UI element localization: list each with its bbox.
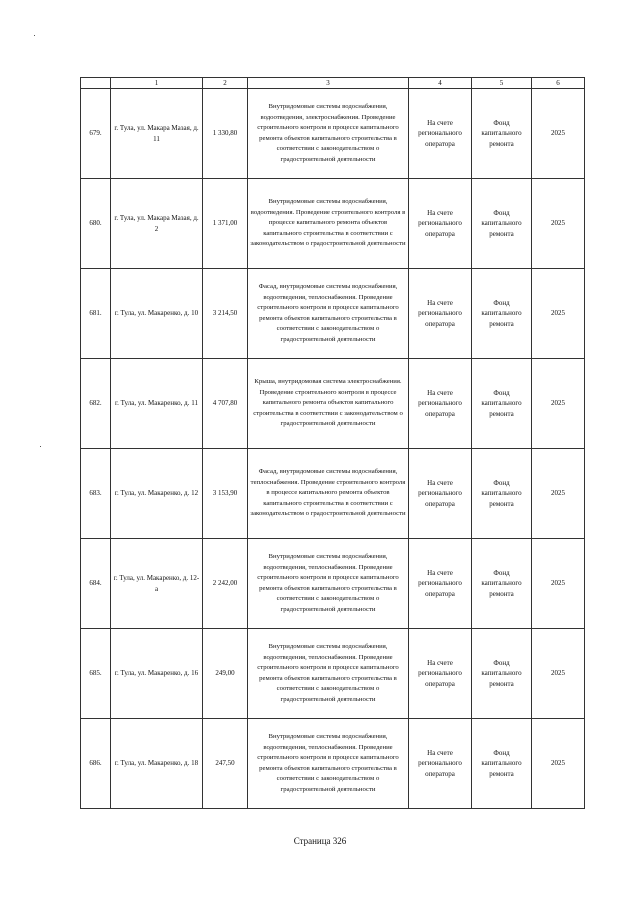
year-cell: 2025 xyxy=(532,89,585,179)
cost-cell: 1 371,00 xyxy=(203,179,248,269)
row-number: 681. xyxy=(81,269,111,359)
address-cell: г. Тула, ул. Макаренко, д. 18 xyxy=(111,719,203,809)
operator-cell: На счете регионального оператора xyxy=(409,89,472,179)
row-number: 683. xyxy=(81,449,111,539)
operator-cell: На счете регионального оператора xyxy=(409,269,472,359)
row-number: 682. xyxy=(81,359,111,449)
row-number: 679. xyxy=(81,89,111,179)
table-row xyxy=(81,629,585,719)
operator-cell: На счете регионального оператора xyxy=(409,629,472,719)
table-row xyxy=(81,89,585,179)
year-cell: 2025 xyxy=(532,179,585,269)
works-cell: Крыша, внутридомовая система электроснабжения. Проведение строительного контроля в процессе капитального ремонта объектов капитального строительства в соответствии с законодательством о градостроительной деятельности xyxy=(248,359,409,449)
fund-cell: Фонд капитального ремонта xyxy=(472,719,532,809)
page-number: Страница 326 xyxy=(293,836,347,846)
column-number-row xyxy=(81,78,585,89)
year-cell: 2025 xyxy=(532,719,585,809)
table-row xyxy=(81,269,585,359)
works-cell: Внутридомовые системы водоснабжения, водоотведения, электроснабжения. Проведение строительного контроля в процессе капитального ремонта объектов капитального строительства в соответствии с законодательством о градостроительной деятельности xyxy=(248,89,409,179)
year-cell: 2025 xyxy=(532,359,585,449)
table-row xyxy=(81,449,585,539)
works-cell: Внутридомовые системы водоснабжения, водоотведения, теплоснабжения. Проведение строительного контроля в процессе капитального ремонта объектов капитального строительства в соответствии с законодательством о градостроительной деятельности xyxy=(248,539,409,629)
year-cell: 2025 xyxy=(532,539,585,629)
address-cell: г. Тула, ул. Макара Мазая, д. 11 xyxy=(111,89,203,179)
works-cell: Внутридомовые системы водоснабжения, водоотведения, теплоснабжения. Проведение строительного контроля в процессе капитального ремонта объектов капитального строительства в соответствии с законодательством о градостроительной деятельности xyxy=(248,719,409,809)
fund-cell: Фонд капитального ремонта xyxy=(472,449,532,539)
table-row xyxy=(81,539,585,629)
cost-cell: 3 214,50 xyxy=(203,269,248,359)
cost-cell: 4 707,80 xyxy=(203,359,248,449)
works-cell: Внутридомовые системы водоснабжения, водоотведения, теплоснабжения. Проведение строительного контроля в процессе капитального ремонта объектов капитального строительства в соответствии с законодательством о градостроительной деятельности xyxy=(248,629,409,719)
cost-cell: 1 330,80 xyxy=(203,89,248,179)
fund-cell: Фонд капитального ремонта xyxy=(472,89,532,179)
operator-cell: На счете регионального оператора xyxy=(409,719,472,809)
address-cell: г. Тула, ул. Макаренко, д. 12 xyxy=(111,449,203,539)
address-cell: г. Тула, ул. Макаренко, д. 11 xyxy=(111,359,203,449)
fund-cell: Фонд капитального ремонта xyxy=(472,359,532,449)
table-row xyxy=(81,719,585,809)
row-number: 685. xyxy=(81,629,111,719)
column-number: 6 xyxy=(532,78,585,89)
row-number: 680. xyxy=(81,179,111,269)
fund-cell: Фонд капитального ремонта xyxy=(472,539,532,629)
column-number: 3 xyxy=(248,78,409,89)
fund-cell: Фонд капитального ремонта xyxy=(472,629,532,719)
address-cell: г. Тула, ул. Макаренко, д. 10 xyxy=(111,269,203,359)
address-cell: г. Тула, ул. Макаренко, д. 16 xyxy=(111,629,203,719)
operator-cell: На счете регионального оператора xyxy=(409,449,472,539)
address-cell: г. Тула, ул. Макара Мазая, д. 2 xyxy=(111,179,203,269)
works-cell: Внутридомовые системы водоснабжения, водоотведения. Проведение строительного контроля в процессе капитального ремонта объектов капитального строительства в соответствии с законодательством о градостроительной деятельности xyxy=(248,179,409,269)
fund-cell: Фонд капитального ремонта xyxy=(472,269,532,359)
row-number: 684. xyxy=(81,539,111,629)
column-number: 1 xyxy=(111,78,203,89)
scan-speck xyxy=(34,35,35,36)
operator-cell: На счете регионального оператора xyxy=(409,539,472,629)
column-number: 4 xyxy=(409,78,472,89)
operator-cell: На счете регионального оператора xyxy=(409,359,472,449)
column-number: 5 xyxy=(472,78,532,89)
year-cell: 2025 xyxy=(532,629,585,719)
column-number xyxy=(81,78,111,89)
cost-cell: 247,50 xyxy=(203,719,248,809)
table-row xyxy=(81,359,585,449)
cost-cell: 249,00 xyxy=(203,629,248,719)
year-cell: 2025 xyxy=(532,449,585,539)
year-cell: 2025 xyxy=(532,269,585,359)
address-cell: г. Тула, ул. Макаренко, д. 12-а xyxy=(111,539,203,629)
scan-speck xyxy=(40,446,41,447)
fund-cell: Фонд капитального ремонта xyxy=(472,179,532,269)
column-number: 2 xyxy=(203,78,248,89)
works-cell: Фасад, внутридомовые системы водоснабжения, теплоснабжения. Проведение строительного контроля в процессе капитального ремонта объектов капитального строительства в соответствии с законодательством о градостроительной деятельности xyxy=(248,449,409,539)
operator-cell: На счете регионального оператора xyxy=(409,179,472,269)
row-number: 686. xyxy=(81,719,111,809)
capital-repair-table xyxy=(80,77,585,809)
works-cell: Фасад, внутридомовые системы водоснабжения, водоотведения, теплоснабжения. Проведение строительного контроля в процессе капитального ремонта объектов капитального строительства в соответствии с законодательством о градостроительной деятельности xyxy=(248,269,409,359)
table-row xyxy=(81,179,585,269)
cost-cell: 2 242,00 xyxy=(203,539,248,629)
cost-cell: 3 153,90 xyxy=(203,449,248,539)
